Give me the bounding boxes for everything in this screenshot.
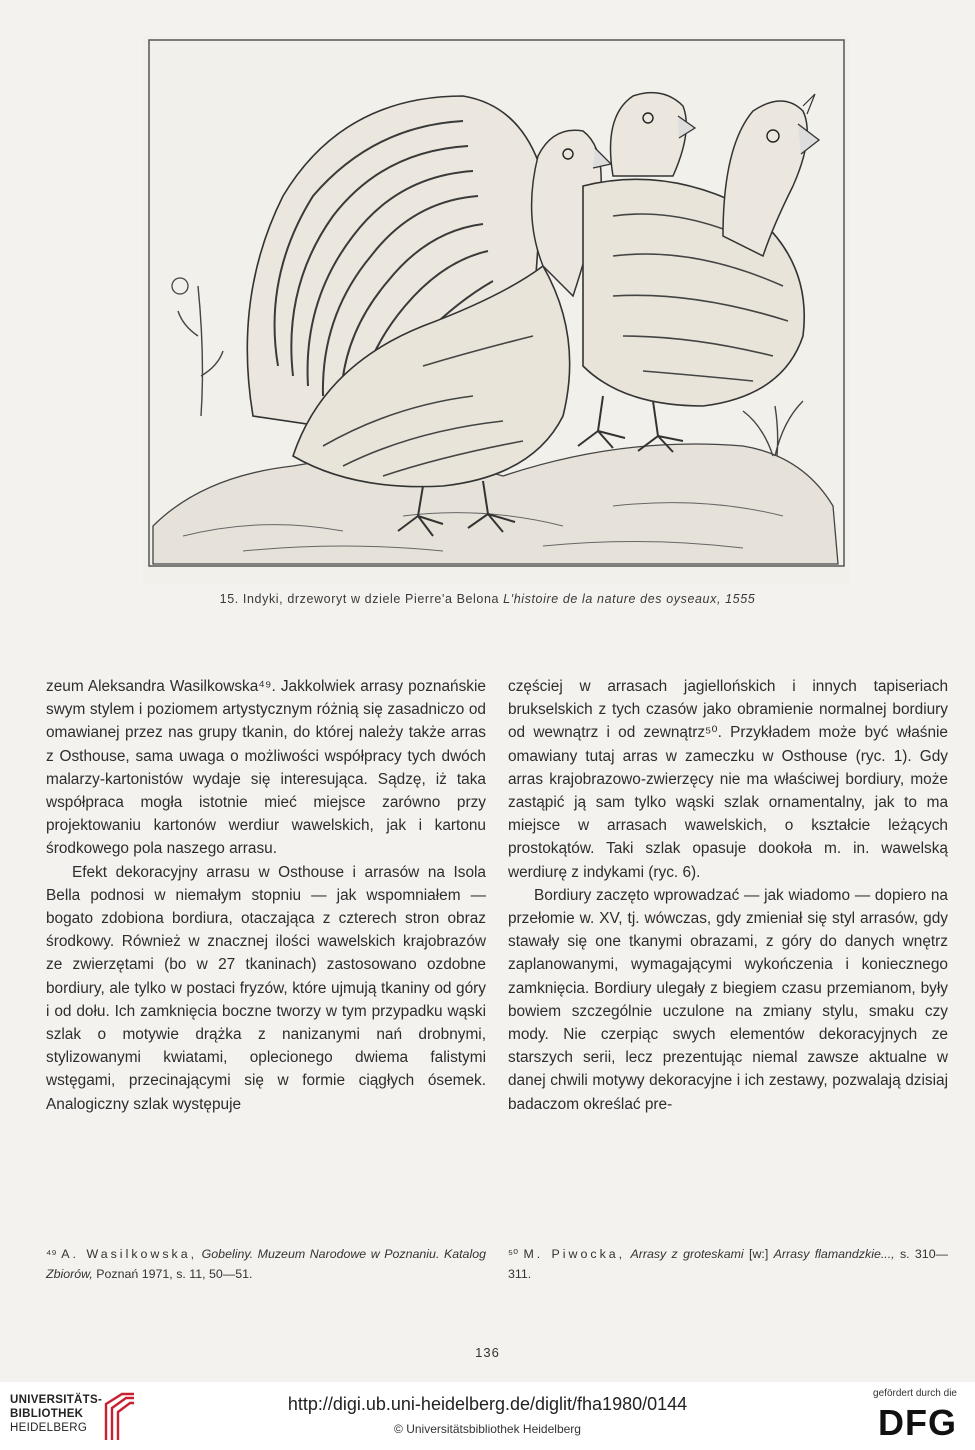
paragraph: częściej w arrasach jagiellońskich i innych tapiseriach brukselskich z tych czasów jako obramienie normalnej bordiury od wewnątrz i od zewnątrz⁵⁰. Przykładem może być właśnie omawiany tutaj arras w zameczku w Osthouse (ryc. 1). Gdy arras krajobrazowo-zwierzęcy nie ma właściwej bordiury, może zastąpić ją sam tylko wąski szlak ornamentalny, jak to ma miejsce w arrasach wawelskich, o kształcie leżących prostokątów. Taki szlak opasuje dookoła m. in. wawelską werdiurę z indykami (ryc. 6).: [508, 678, 948, 881]
dfg-logo[interactable]: [847, 1388, 957, 1444]
footnote-marker: ⁵⁰: [508, 1247, 519, 1261]
footnote-49: [46, 1245, 486, 1284]
dfg-wordmark: DFG: [878, 1402, 957, 1443]
logo-line-2: BIBLIOTHEK: [10, 1408, 84, 1420]
woodcut-drawing: [143, 36, 850, 584]
paragraph: Efekt dekoracyjny arrasu w Osthouse i arrasów na Isola Bella podnosi w niemałym stopniu — jak wspomniałem — bogato zdobiona bordiura, otaczająca z czterech stron obraz środkowy. Również w znacznej ilości wawelskich krajobrazów ze zwierzętami (bo w 27 tkaninach) zastosowano ozdobne bordiury, ale tylko w postaci fryzów, które ujmują tkaniny od góry i od dołu. Ich zamknięcia boczne tworzy w tym przypadku wąski szlak o motywie drążka z nanizanymi nań drobnymi, stylizowanymi kwiatami, oplecionego dwiema falistymi wstęgami, przecinającymi się w formie ciągłych ósemek. Analogiczny szlak występuje: [46, 863, 486, 1113]
text-column-left: [46, 675, 486, 1116]
page-number: 136: [475, 1345, 500, 1360]
text-column-right: [508, 675, 948, 1116]
footnote-rest: Poznań 1971, s. 11, 50—51.: [96, 1266, 253, 1281]
footnote-author: M. Piwocka,: [523, 1247, 626, 1261]
footnote-title: Gobeliny. Muzeum Narodowe w Poznaniu. Katalog Zbiorów,: [46, 1247, 486, 1281]
permalink-url[interactable]: http://digi.ub.uni-heidelberg.de/diglit/fha1980/0144: [287, 1394, 688, 1414]
logo-line-1: UNIVERSITÄTS-: [10, 1394, 103, 1406]
paragraph: zeum Aleksandra Wasilkowska⁴⁹. Jakkolwiek arrasy poznańskie swym stylem i poziomem artystycznym różnią się zasadniczo od omawianej przez nas grupy tkanin, do której należy także arras z Osthouse, sama uwaga o możliwości współpracy tych dwóch malarzy-kartonistów wydaje się interesująca. Sądzę, iż taka współpraca mogła istotnie mieć miejsce zarówno przy projektowaniu kartonów werdiur wawelskich, jak i kartonu środkowego pola naszego arrasu.: [46, 678, 486, 858]
logo-line-3: HEIDELBERG: [10, 1422, 88, 1434]
copyright-notice: © Universitätsbibliothek Heidelberg: [394, 1422, 581, 1436]
footnote-marker: ⁴⁹: [46, 1247, 57, 1261]
footnote-50: [508, 1245, 948, 1284]
caption-year: 1555: [725, 592, 756, 606]
figure-caption: [0, 592, 975, 606]
footnote-author: A. Wasilkowska,: [61, 1247, 198, 1261]
funded-by-label: gefördert durch die: [873, 1388, 957, 1399]
caption-title: L'histoire de la nature des oyseaux,: [503, 592, 722, 606]
paragraph: Bordiury zaczęto wprowadzać — jak wiadomo — dopiero na przełomie w. XV, tj. wówczas, gdy zmieniał się styl arrasów, gdy stawały się one tkanymi obrazami, z góry do danych wnętrz zaplanowanymi, wymagającymi wykończenia i koniecznego zamknięcia. Bordiury ulegały z biegiem czasu przemianom, były bowiem szczególnie uczulone na zmiany stylu, smaku czy mody. Nie czerpiąc swych elementów dekoracyjnych ze starszych serii, lecz prezentując niemal zawsze aktualne w danej chwili motywy dekoracyjne i ich zestawy, pozwalają dzisiaj badaczom określać pre-: [508, 886, 948, 1113]
footnote-title2: Arrasy flamandzkie...,: [773, 1247, 895, 1261]
library-footer: [0, 1382, 975, 1450]
footnote-mid: [w:]: [749, 1247, 769, 1261]
caption-number: 15.: [219, 592, 239, 606]
footnote-rest: s. 310—311.: [508, 1247, 948, 1281]
footnote-title: Arrasy z groteskami: [630, 1247, 744, 1261]
caption-text: Indyki, drzeworyt w dziele Pierre'a Belona: [242, 592, 500, 606]
woodcut-illustration-turkeys: [143, 36, 850, 584]
